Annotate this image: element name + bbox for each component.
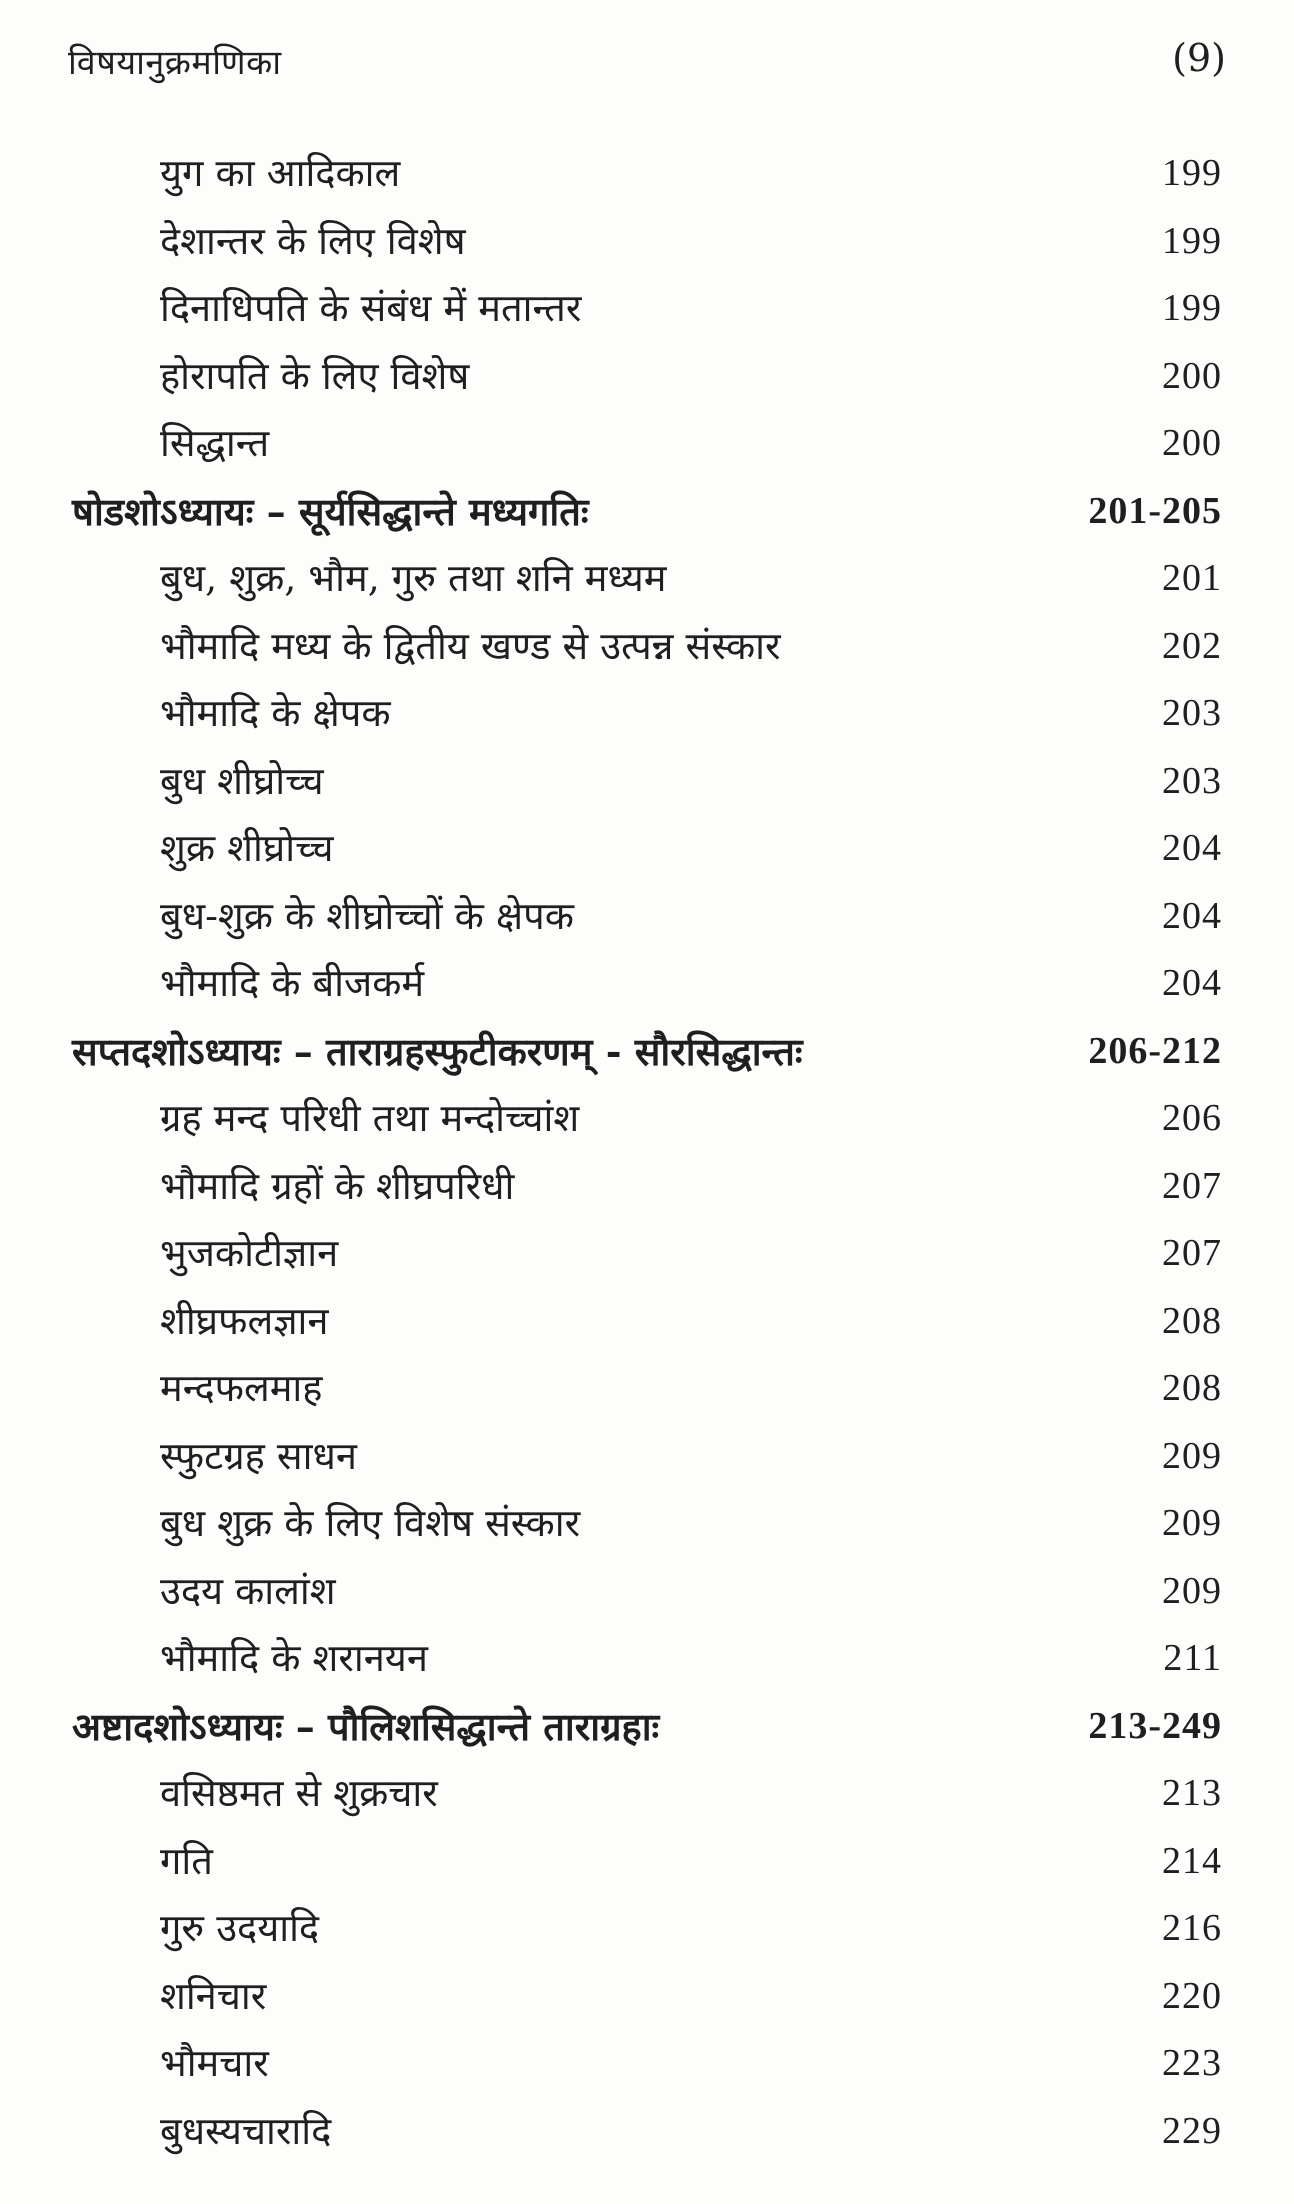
entry-title: मन्दफलमाह xyxy=(160,1366,323,1410)
toc-entry xyxy=(0,2098,1294,2166)
toc-entry xyxy=(0,1625,1294,1693)
entry-title: देशान्तर के लिए विशेष xyxy=(160,218,466,263)
toc-entry xyxy=(0,1355,1294,1423)
toc-entry xyxy=(0,950,1294,1018)
entry-page-number: 199 xyxy=(1162,219,1222,262)
entry-title: भौमचार xyxy=(160,2041,269,2085)
toc-entry xyxy=(0,545,1294,613)
entry-title: युग का आदिकाल xyxy=(160,151,401,195)
entry-page-number: 229 xyxy=(1162,2109,1222,2152)
entry-page-number: 214 xyxy=(1162,1839,1222,1882)
entry-title: बुध, शुक्र, भौम, गुरु तथा शनि मध्यम xyxy=(160,556,667,600)
chapter-page-range: 201-205 xyxy=(1088,489,1222,532)
entry-title: वसिष्ठमत से शुक्रचार xyxy=(160,1771,438,1815)
toc-entry xyxy=(0,1423,1294,1491)
entry-title: होरापति के लिए विशेष xyxy=(160,353,470,398)
entry-page-number: 209 xyxy=(1162,1569,1222,1612)
entry-page-number: 207 xyxy=(1162,1232,1222,1274)
toc-entry xyxy=(0,275,1294,343)
entry-page-number: 223 xyxy=(1162,2042,1222,2084)
entry-title: बुधस्यचारादि xyxy=(160,2108,332,2153)
toc-entry xyxy=(0,1963,1294,2031)
entry-title: गति xyxy=(160,1838,213,1883)
toc-entry xyxy=(0,1558,1294,1626)
entry-page-number: 208 xyxy=(1162,1367,1222,1409)
entry-page-number: 209 xyxy=(1162,1434,1222,1477)
entry-page-number: 199 xyxy=(1162,287,1222,329)
toc-entry xyxy=(0,815,1294,883)
toc-entry xyxy=(0,410,1294,478)
entry-title: शुक्र शीघ्रोच्च xyxy=(160,826,334,870)
table-of-contents xyxy=(0,140,1294,2165)
entry-title: बुध-शुक्र के शीघ्रोच्चों के क्षेपक xyxy=(160,893,574,938)
entry-title: भौमादि के शरानयन xyxy=(160,1636,428,1680)
entry-page-number: 211 xyxy=(1163,1637,1222,1679)
entry-page-number: 208 xyxy=(1162,1299,1222,1342)
toc-entry xyxy=(0,1895,1294,1963)
toc-entry xyxy=(0,613,1294,681)
toc-entry xyxy=(0,748,1294,816)
chapter-page-range: 213-249 xyxy=(1088,1704,1222,1747)
entry-title: ग्रह मन्द परिधी तथा मन्दोच्चांश xyxy=(160,1096,580,1140)
page-number: (9) xyxy=(1172,36,1226,80)
entry-page-number: 204 xyxy=(1162,962,1222,1004)
toc-entry xyxy=(0,140,1294,208)
entry-page-number: 202 xyxy=(1162,624,1222,667)
toc-entry xyxy=(0,1085,1294,1153)
entry-title: भुजकोटीज्ञान xyxy=(160,1231,339,1275)
entry-page-number: 206 xyxy=(1162,1097,1222,1139)
chapter-title: अष्टादशोऽध्यायः – पौलिशसिद्धान्ते ताराग्रहाः xyxy=(72,1703,660,1749)
chapter-heading xyxy=(0,1693,1294,1761)
entry-page-number: 201 xyxy=(1162,557,1222,599)
entry-page-number: 216 xyxy=(1162,1907,1222,1949)
entry-title: सिद्धान्त xyxy=(160,421,270,465)
running-title: विषयानुक्रमणिका xyxy=(68,43,282,83)
toc-entry xyxy=(0,1153,1294,1221)
entry-title: स्फुटग्रह साधन xyxy=(160,1433,357,1478)
entry-page-number: 204 xyxy=(1162,827,1222,869)
toc-entry xyxy=(0,1490,1294,1558)
toc-entry xyxy=(0,1760,1294,1828)
entry-page-number: 203 xyxy=(1162,692,1222,734)
entry-title: उदय कालांश xyxy=(160,1568,336,1613)
entry-page-number: 203 xyxy=(1162,759,1222,802)
toc-entry xyxy=(0,883,1294,951)
entry-title: भौमादि मध्य के द्वितीय खण्ड से उत्पन्न संस्कार xyxy=(160,623,781,668)
toc-entry xyxy=(0,2030,1294,2098)
chapter-title: षोडशोऽध्यायः – सूर्यसिद्धान्ते मध्यगतिः xyxy=(72,488,589,534)
toc-entry xyxy=(0,1220,1294,1288)
toc-entry xyxy=(0,208,1294,276)
entry-title: बुध शीघ्रोच्च xyxy=(160,758,324,803)
chapter-page-range: 206-212 xyxy=(1088,1029,1222,1072)
entry-title: शनिचार xyxy=(160,1973,267,2018)
entry-title: भौमादि के बीजकर्म xyxy=(160,961,425,1005)
toc-entry xyxy=(0,1828,1294,1896)
entry-page-number: 204 xyxy=(1162,894,1222,937)
entry-title: भौमादि के क्षेपक xyxy=(160,691,391,735)
entry-page-number: 200 xyxy=(1162,354,1222,397)
toc-entry xyxy=(0,1288,1294,1356)
chapter-heading xyxy=(0,478,1294,546)
entry-title: बुध शुक्र के लिए विशेष संस्कार xyxy=(160,1501,581,1545)
chapter-heading xyxy=(0,1018,1294,1086)
entry-title: भौमादि ग्रहों के शीघ्रपरिधी xyxy=(160,1163,515,1208)
toc-entry xyxy=(0,343,1294,411)
entry-page-number: 199 xyxy=(1162,152,1222,194)
entry-page-number: 209 xyxy=(1162,1502,1222,1544)
chapter-title: सप्तदशोऽध्यायः – ताराग्रहस्फुटीकरणम् - सौरसिद्धान्तः xyxy=(72,1028,803,1074)
entry-page-number: 200 xyxy=(1162,422,1222,464)
entry-title: गुरु उदयादि xyxy=(160,1906,320,1950)
entry-page-number: 213 xyxy=(1162,1772,1222,1814)
entry-page-number: 207 xyxy=(1162,1164,1222,1207)
entry-title: शीघ्रफलज्ञान xyxy=(160,1298,329,1343)
toc-entry xyxy=(0,680,1294,748)
entry-page-number: 220 xyxy=(1162,1974,1222,2017)
entry-title: दिनाधिपति के संबंध में मतान्तर xyxy=(160,286,582,330)
